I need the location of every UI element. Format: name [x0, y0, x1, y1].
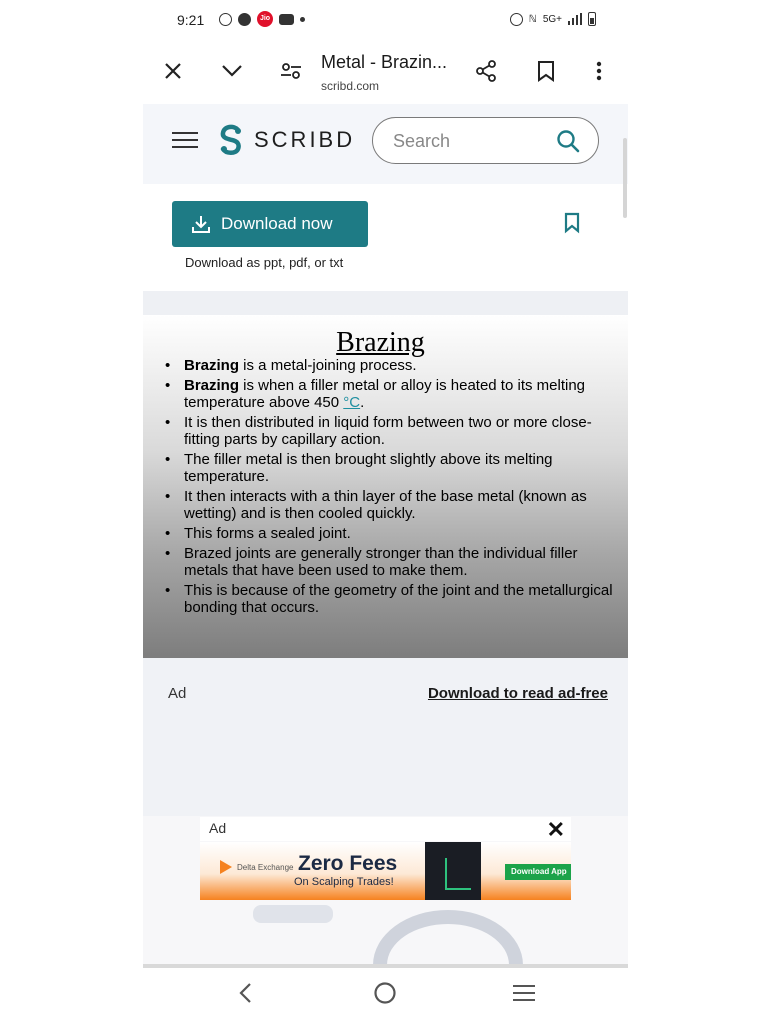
notification-icons: [219, 11, 305, 27]
scribd-logo[interactable]: [218, 124, 355, 156]
home-button[interactable]: [370, 978, 400, 1008]
share-button[interactable]: [473, 58, 499, 84]
whatsapp-icon: [219, 13, 232, 26]
scribd-logo-icon: [218, 124, 244, 156]
page-scrollbar[interactable]: [623, 138, 627, 218]
jio-icon: Jio: [257, 11, 273, 27]
signal-icon: [568, 13, 582, 25]
search-placeholder: Search: [393, 131, 451, 151]
ad-cta-button[interactable]: Download App: [505, 864, 571, 880]
section-divider: [143, 291, 628, 315]
ad-section: [143, 658, 628, 816]
download-now-button[interactable]: [172, 201, 368, 247]
celsius-link[interactable]: °C: [343, 394, 361, 411]
bullet-item: • Brazed joints are generally stronger than the individual filler metals that have been used to make them.: [165, 545, 615, 579]
bullet-item: • Brazing is a metal-joining process.: [165, 357, 615, 374]
recents-icon: [512, 984, 536, 1002]
chevron-down-icon: [221, 64, 243, 78]
ad-label: Ad: [168, 685, 187, 702]
tune-icon: [280, 62, 302, 80]
ad-phone-image: [425, 842, 481, 900]
ad-subline: On Scalping Trades!: [294, 876, 394, 888]
home-icon: [373, 981, 397, 1005]
download-icon: [191, 214, 211, 234]
scribd-logo-text: SCRIBD: [254, 127, 356, 152]
banner-ad-label: Ad: [209, 820, 227, 836]
scribd-header: [143, 104, 628, 184]
volte-icon: ℕ: [528, 13, 537, 25]
more-vert-icon: [596, 61, 602, 81]
advertiser-logo: [220, 860, 293, 874]
hamburger-icon: [172, 132, 198, 134]
menu-button[interactable]: [172, 132, 198, 152]
banner-ad[interactable]: [200, 842, 571, 900]
youtube-icon: [279, 14, 294, 25]
delta-logo-icon: [220, 860, 232, 874]
bullet-item: • This is because of the geometry of the joint and the metallurgical bonding that occurs.: [165, 582, 615, 616]
download-formats-text: Download as ppt, pdf, or txt: [185, 255, 344, 270]
page-url[interactable]: scribd.com: [321, 79, 380, 93]
alarm-icon: [510, 13, 523, 26]
save-document-button[interactable]: [564, 212, 580, 234]
recents-button[interactable]: [509, 978, 539, 1008]
browser-toolbar: [143, 40, 628, 104]
bullet-item: • This forms a sealed joint.: [165, 525, 615, 542]
bullet-item: • It is then distributed in liquid form between two or more close-fitting parts by capillary action.: [165, 414, 615, 448]
bookmark-page-button[interactable]: [533, 58, 559, 84]
network-type: 5G+: [542, 13, 562, 25]
page-title[interactable]: Metal - Brazin...: [321, 52, 448, 72]
phone-screen: [143, 0, 628, 1024]
slide-title: Brazing: [336, 327, 425, 358]
download-ad-free-link[interactable]: Download to read ad-free: [427, 685, 608, 702]
close-ad-button[interactable]: ✕: [546, 817, 565, 842]
blurred-content: [253, 905, 333, 923]
search-icon[interactable]: [556, 129, 580, 153]
bullet-item: • It then interacts with a thin layer of the base metal (known as wetting) and is then cooled quickly.: [165, 488, 615, 522]
status-bar: [143, 0, 628, 40]
system-nav-bar: [143, 968, 628, 1024]
minimize-button[interactable]: [219, 58, 245, 84]
share-icon: [474, 59, 498, 83]
search-input[interactable]: [372, 117, 599, 164]
more-notifications-icon: [300, 17, 305, 22]
banner-ad-header: [200, 817, 571, 841]
document-slide: [143, 315, 628, 658]
download-now-label: Download now: [221, 214, 333, 233]
site-settings-button[interactable]: [278, 58, 304, 84]
bookmark-icon: [537, 60, 555, 82]
bullet-item: • The filler metal is then brought slightly above its melting temperature.: [165, 451, 615, 485]
chat-icon: [238, 13, 251, 26]
close-icon: [164, 62, 182, 80]
system-icons: [510, 12, 596, 26]
back-button[interactable]: [230, 978, 260, 1008]
battery-icon: [588, 12, 596, 26]
bullet-item: • Brazing is when a filler metal or alloy is heated to its melting temperature above 450 °C.: [165, 377, 615, 411]
back-icon: [238, 982, 252, 1004]
ad-headline: Zero Fees: [298, 852, 398, 875]
slide-bullet-list: [165, 357, 615, 619]
advertiser-name: Delta Exchange: [237, 862, 294, 872]
close-tab-button[interactable]: [160, 58, 186, 84]
status-time: 9:21: [177, 12, 205, 28]
more-options-button[interactable]: [586, 58, 612, 84]
